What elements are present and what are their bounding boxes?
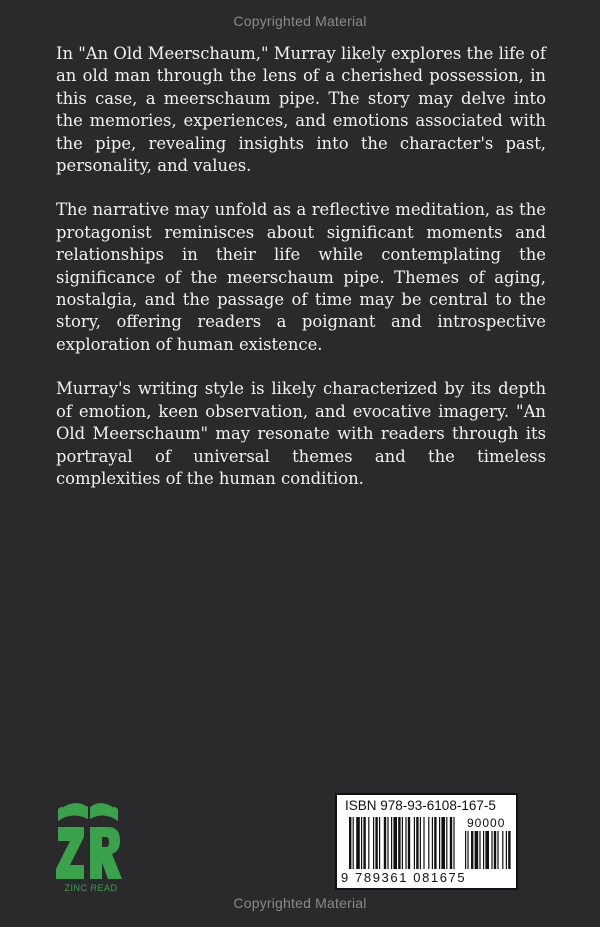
publisher-name: ZINC READ (64, 883, 118, 893)
publisher-logo (50, 787, 128, 897)
isbn-barcode (335, 793, 518, 890)
watermark-top: Copyrighted Material (233, 13, 367, 29)
isbn-label: ISBN 978-93-6108-167-5 (345, 798, 496, 813)
paragraph-2: The narrative may unfold as a reflective meditation, as the protagonist reminisces about significant moments and relationships in their life while contemplating the significance of the meerschaum pipe. Themes of aging, nostalgia, and the passage of time may be central to the story, offering readers a poignant and introspective exploration of human existence. (56, 200, 546, 354)
paragraph-1: In "An Old Meerschaum," Murray likely explores the life of an old man through the lens of a cherished possession, in this case, a meerschaum pipe. The story may delve into the memories, experiences, and emotions associated with the pipe, revealing insights into the character's past, personality, and values. (56, 44, 546, 176)
barcode-digits: 9 789361 081675 (341, 870, 467, 885)
watermark-bottom: Copyrighted Material (233, 895, 367, 911)
book-icon (50, 787, 128, 897)
back-cover-text (56, 43, 546, 512)
price-addon: 90000 (467, 816, 506, 830)
paragraph-3: Murray's writing style is likely characterized by its depth of emotion, keen observation, and evocative imagery. "An Old Meerschaum" may resonate with readers through its portrayal of universal themes and the timeless complexities of the human condition. (56, 379, 546, 488)
